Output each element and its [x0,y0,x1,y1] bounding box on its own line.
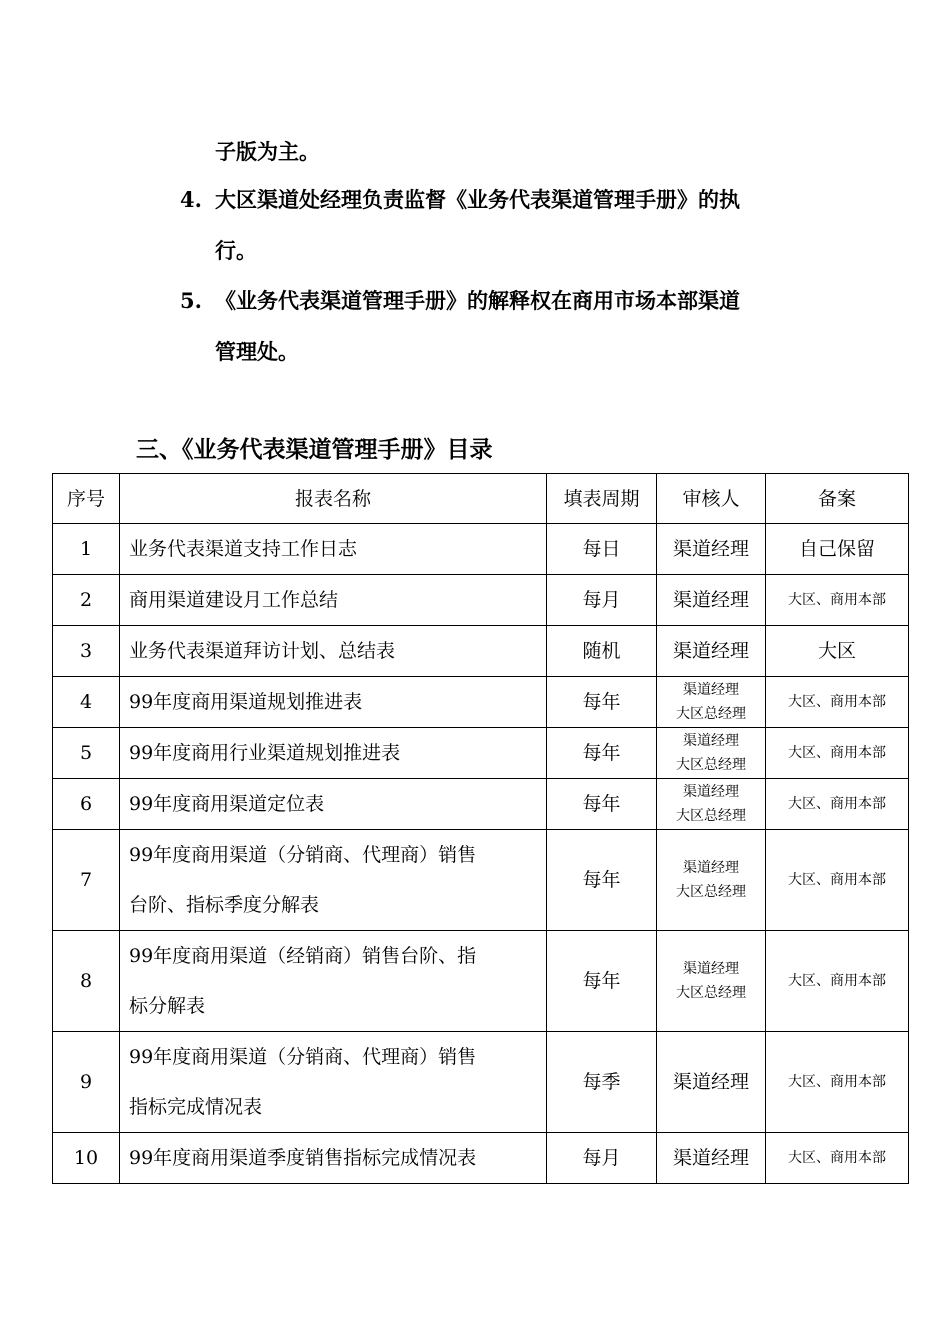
header-name: 报表名称 [120,474,547,524]
name-line-2: 指标完成情况表 [129,1096,263,1118]
name-line-1: 99年度商用渠道（分销商、代理商）销售 [129,844,477,866]
reviewer-line-1: 渠道经理 [683,961,739,977]
name-line-2: 标分解表 [129,995,206,1017]
table-row [53,779,909,830]
cell-reviewer [657,728,766,779]
cell-reviewer: 渠道经理 [657,524,766,575]
cell-name: 99年度商用渠道季度销售指标完成情况表 [120,1133,547,1184]
list-item-5-line-1: 《业务代表渠道管理手册》的解释权在商用市场本部渠道 [215,288,740,313]
name-line-1: 99年度商用渠道（分销商、代理商）销售 [129,1046,477,1068]
cell-filing: 大区、商用本部 [766,677,909,728]
cell-period: 每年 [547,677,657,728]
section-heading: 三、《业务代表渠道管理手册》目录 [136,436,493,463]
cell-reviewer [657,677,766,728]
cell-name: 99年度商用渠道规划推进表 [120,677,547,728]
cell-filing: 大区、商用本部 [766,779,909,830]
cell-name [120,1032,547,1133]
table-row [53,728,909,779]
list-item-4-line-2: 行。 [215,238,257,263]
cell-reviewer [657,931,766,1032]
cell-period: 每年 [547,931,657,1032]
cell-index: 3 [53,626,120,677]
header-filing: 备案 [766,474,909,524]
report-catalog-table [52,473,909,1184]
table-header-row [53,474,909,524]
name-line-1: 99年度商用渠道（经销商）销售台阶、指 [129,945,477,967]
cell-period: 每月 [547,1133,657,1184]
cell-filing: 大区、商用本部 [766,931,909,1032]
cell-filing: 大区、商用本部 [766,1133,909,1184]
cell-name: 99年度商用行业渠道规划推进表 [120,728,547,779]
cell-reviewer [657,830,766,931]
cell-period: 每年 [547,728,657,779]
cell-filing: 大区 [766,626,909,677]
cell-period: 每年 [547,779,657,830]
paragraph-3-tail: 子版为主。 [215,139,320,164]
reviewer-line-2: 大区总经理 [676,884,746,900]
cell-name [120,830,547,931]
table-row [53,931,909,1032]
cell-period: 随机 [547,626,657,677]
cell-index: 8 [53,931,120,1032]
reviewer-line-2: 大区总经理 [676,706,746,722]
reviewer-line-2: 大区总经理 [676,757,746,773]
table-row [53,830,909,931]
cell-filing: 大区、商用本部 [766,830,909,931]
cell-name [120,931,547,1032]
cell-index: 5 [53,728,120,779]
list-item-4-line-1: 大区渠道处经理负责监督《业务代表渠道管理手册》的执 [215,187,740,212]
reviewer-line-1: 渠道经理 [683,860,739,876]
cell-index: 4 [53,677,120,728]
table-row [53,524,909,575]
header-period: 填表周期 [547,474,657,524]
list-item-4-number: 4. [180,187,202,212]
header-index: 序号 [53,474,120,524]
cell-name: 业务代表渠道支持工作日志 [120,524,547,575]
cell-index: 9 [53,1032,120,1133]
cell-reviewer: 渠道经理 [657,1133,766,1184]
cell-filing: 大区、商用本部 [766,575,909,626]
cell-index: 1 [53,524,120,575]
cell-index: 7 [53,830,120,931]
cell-period: 每季 [547,1032,657,1133]
cell-name: 商用渠道建设月工作总结 [120,575,547,626]
table-row [53,626,909,677]
cell-name: 业务代表渠道拜访计划、总结表 [120,626,547,677]
table-row [53,1133,909,1184]
cell-name: 99年度商用渠道定位表 [120,779,547,830]
cell-reviewer [657,779,766,830]
cell-index: 6 [53,779,120,830]
table-row [53,677,909,728]
name-line-2: 台阶、指标季度分解表 [129,894,320,916]
cell-filing: 大区、商用本部 [766,1032,909,1133]
cell-period: 每日 [547,524,657,575]
reviewer-line-1: 渠道经理 [683,784,739,800]
cell-index: 2 [53,575,120,626]
table-row [53,575,909,626]
cell-filing: 大区、商用本部 [766,728,909,779]
header-reviewer: 审核人 [657,474,766,524]
cell-period: 每年 [547,830,657,931]
reviewer-line-1: 渠道经理 [683,682,739,698]
cell-index: 10 [53,1133,120,1184]
reviewer-line-2: 大区总经理 [676,808,746,824]
reviewer-line-2: 大区总经理 [676,985,746,1001]
cell-filing: 自己保留 [766,524,909,575]
table-row [53,1032,909,1133]
cell-reviewer: 渠道经理 [657,1032,766,1133]
cell-period: 每月 [547,575,657,626]
reviewer-line-1: 渠道经理 [683,733,739,749]
list-item-5-line-2: 管理处。 [215,339,299,364]
cell-reviewer: 渠道经理 [657,575,766,626]
cell-reviewer: 渠道经理 [657,626,766,677]
list-item-5-number: 5. [180,288,202,313]
